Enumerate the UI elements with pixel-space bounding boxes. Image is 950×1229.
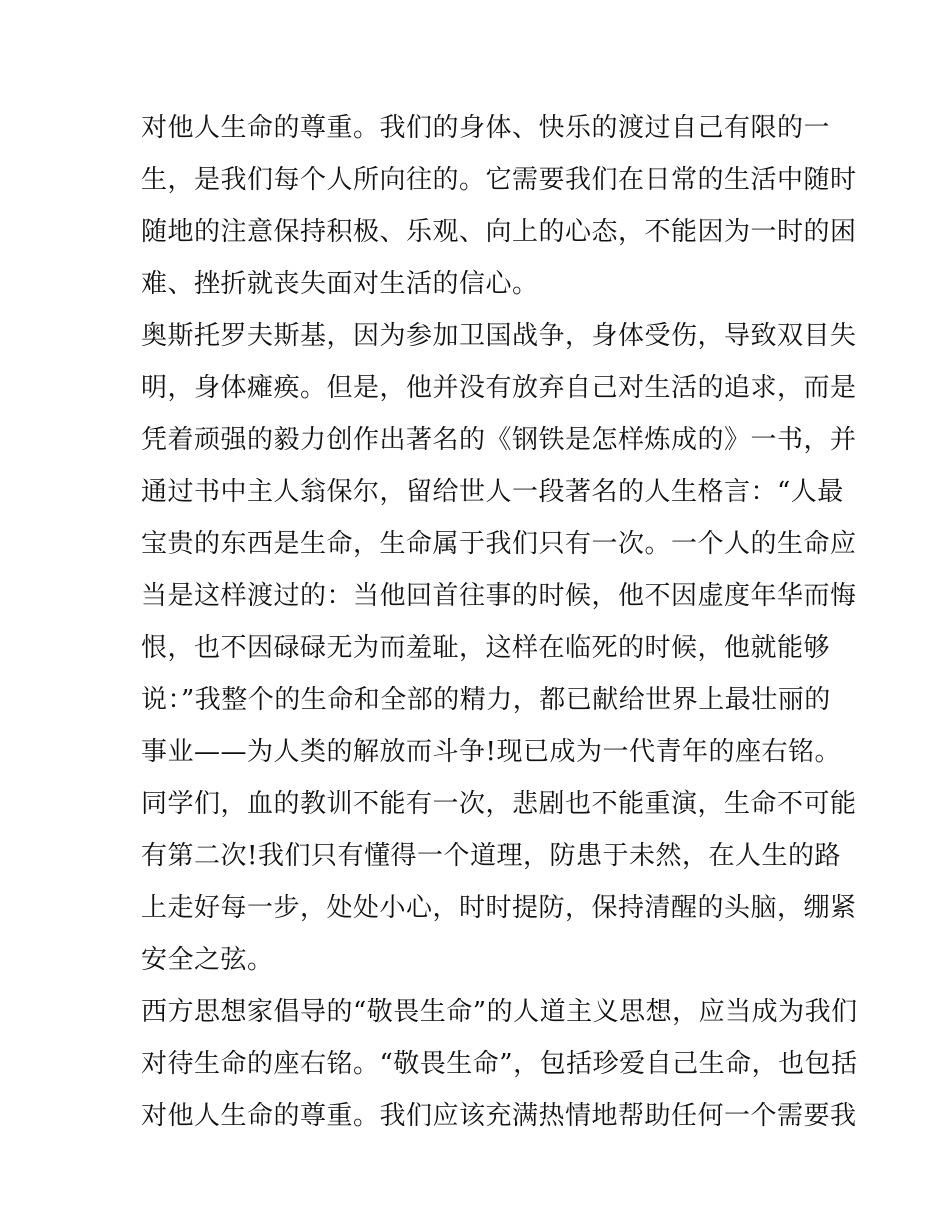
text-line: 恨，也不因碌碌无为而羞耻，这样在临死的时候，他就能够 <box>141 633 831 663</box>
body-text <box>141 102 858 1142</box>
text-line: 对他人生命的尊重。我们应该充满热情地帮助任何一个需要我 <box>141 1101 857 1131</box>
text-line: 生，是我们每个人所向往的。它需要我们在日常的生活中随时 <box>141 165 857 195</box>
text-line: 说：”我整个的生命和全部的精力，都已献给世界上最壮丽的 <box>141 685 831 715</box>
text-line: 当是这样渡过的：当他回首往事的时候，他不因虚度年华而悔 <box>141 581 857 611</box>
text-line: 宝贵的东西是生命，生命属于我们只有一次。一个人的生命应 <box>141 529 857 559</box>
text-line: 难、挫折就丧失面对生活的信心。 <box>141 269 539 299</box>
text-line: 对他人生命的尊重。我们的身体、快乐的渡过自己有限的一 <box>141 113 831 143</box>
text-line: 明，身体瘫痪。但是，他并没有放弃自己对生活的追求，而是 <box>141 373 857 403</box>
text-line: 上走好每一步，处处小心，时时提防，保持清醒的头脑，绷紧 <box>141 893 857 923</box>
text-line: 随地的注意保持积极、乐观、向上的心态，不能因为一时的困 <box>141 217 857 247</box>
text-line: 同学们，血的教训不能有一次，悲剧也不能重演，生命不可能 <box>141 789 857 819</box>
text-line: 通过书中主人翁保尔，留给世人一段著名的人生格言：“人最 <box>141 477 844 507</box>
text-line: 事业——为人类的解放而斗争!现已成为一代青年的座右铭。 <box>141 737 841 767</box>
text-line: 有第二次!我们只有懂得一个道理，防患于未然，在人生的路 <box>141 841 841 871</box>
text-line: 西方思想家倡导的“敬畏生命”的人道主义思想，应当成为我们 <box>141 997 858 1027</box>
text-line: 安全之弦。 <box>141 945 274 975</box>
text-line: 对待生命的座右铭。“敬畏生命”，包括珍爱自己生命，也包括 <box>141 1049 858 1079</box>
text-line: 凭着顽强的毅力创作出著名的《钢铁是怎样炼成的》一书，并 <box>141 425 857 455</box>
text-line: 奥斯托罗夫斯基，因为参加卫国战争，身体受伤，导致双目失 <box>141 321 857 351</box>
